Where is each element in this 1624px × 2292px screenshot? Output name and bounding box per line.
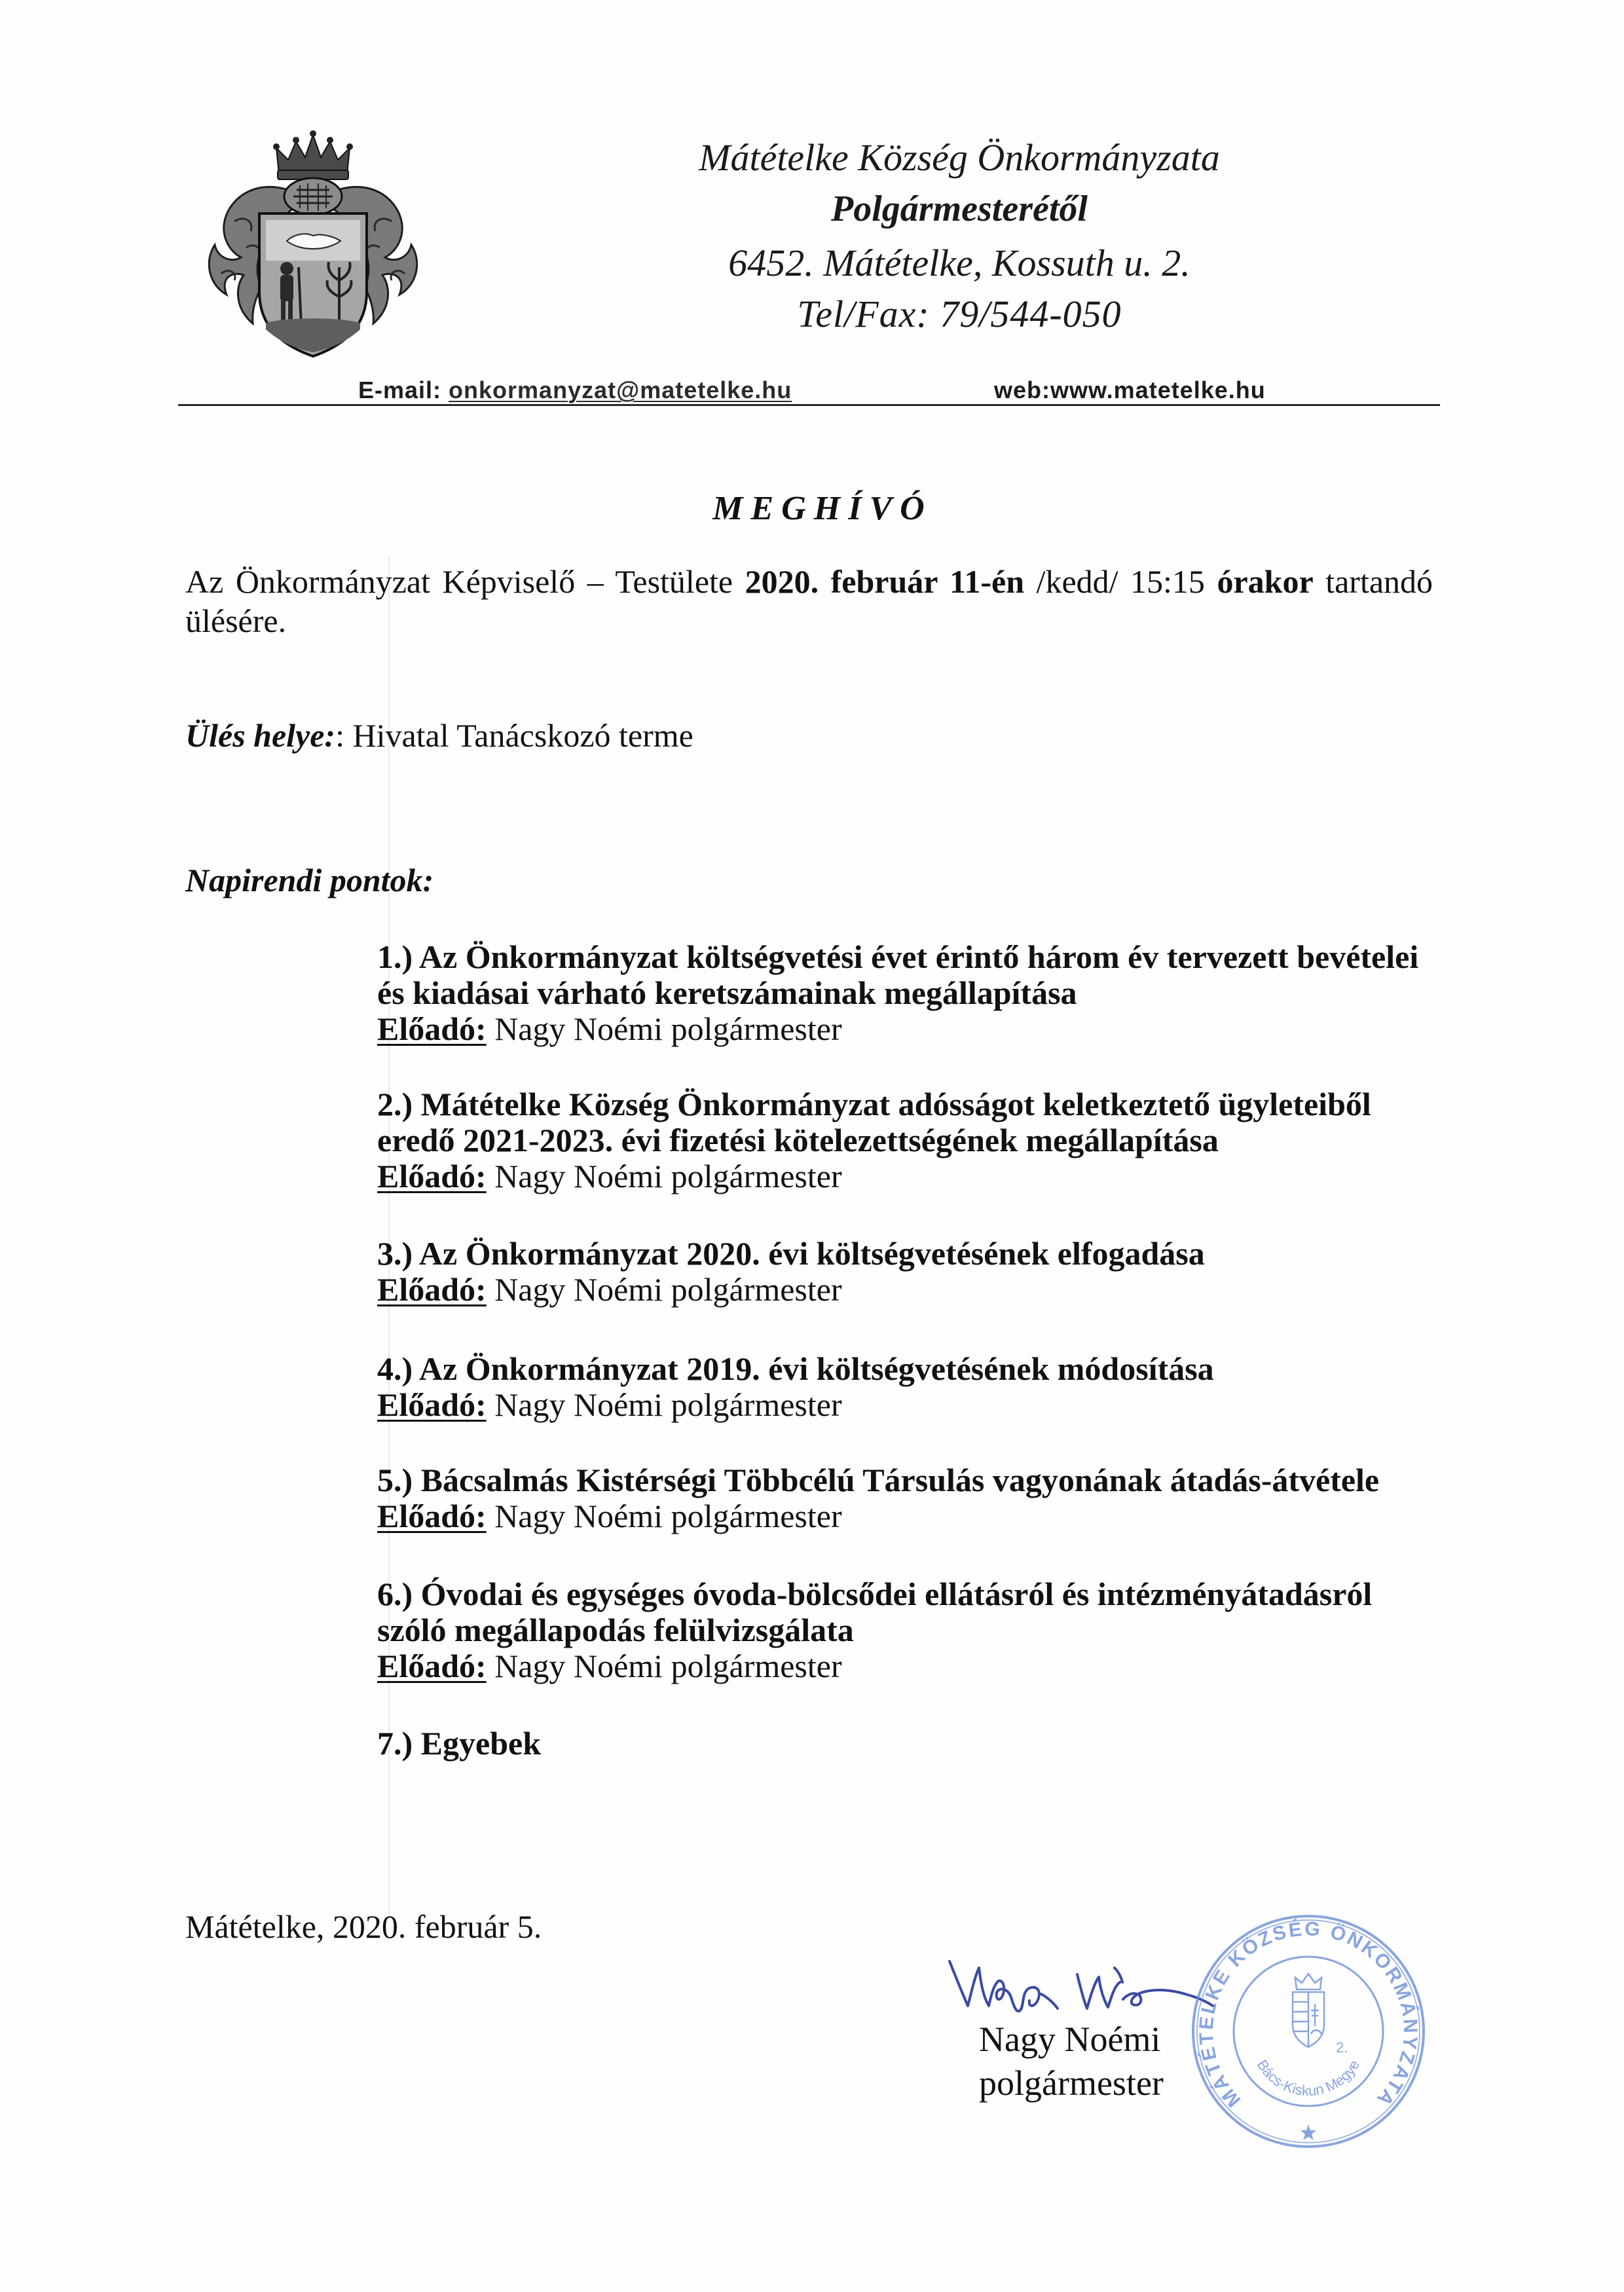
signatory-name: Nagy Noémi <box>979 2020 1161 2059</box>
presenter-name: Nagy Noémi polgármester <box>494 1271 842 1308</box>
agenda-item-title-line: és kiadásai várható keretszámainak megállapítása <box>377 974 1077 1011</box>
agenda-heading: Napirendi pontok: <box>185 862 434 898</box>
postal-address: 6452. Mátételke, Kossuth u. 2. <box>728 242 1190 284</box>
agenda-item-3 <box>377 1236 1205 1308</box>
agenda-item-presenter <box>377 1158 1371 1194</box>
stamp-outer-text: MÁTÉTELKE KÖZSÉG ÖNKORMÁNYZATA <box>1195 1918 1422 2111</box>
invitation-line <box>185 562 1433 601</box>
agenda-item-title-line: 5.) Bácsalmás Kistérségi Többcélú Társulás vagyonának átadás-átvétele <box>377 1462 1380 1498</box>
stamp-inner-text: Bács-Kiskun Megye <box>1253 2057 1363 2099</box>
agenda-item-title-line: 3.) Az Önkormányzat 2020. évi költségvetésének elfogadása <box>377 1235 1205 1272</box>
stamp-star-icon <box>1301 2124 1316 2140</box>
invitation-text: tartandó <box>1325 563 1433 600</box>
agenda-item-presenter <box>377 1011 1418 1047</box>
presenter-label: Előadó: <box>377 1498 487 1534</box>
invitation-text: Az Önkormányzat Képviselő – Testülete <box>185 563 733 600</box>
agenda-item-presenter <box>377 1648 1372 1684</box>
agenda-item-title-line: 7.) Egyebek <box>377 1725 541 1762</box>
office-name: Polgármesterétől <box>831 189 1088 229</box>
agenda-item-6 <box>377 1576 1372 1684</box>
stamp-crest-icon <box>1293 1974 1324 2047</box>
email-address: onkormanyzat@matetelke.hu <box>449 377 792 403</box>
agenda-item-5 <box>377 1462 1379 1534</box>
signatory-block <box>979 2018 1164 2105</box>
venue-label: Ülés helye: <box>185 717 336 754</box>
agenda-item-title-line: 2.) Mátételke Község Önkormányzat adósságot keletkeztető ügyleteiből <box>377 1086 1371 1122</box>
agenda-item-title-line: 1.) Az Önkormányzat költségvetési évet érintő három év tervezett bevételei <box>377 938 1419 975</box>
stamp-number: 2. <box>1336 2039 1348 2056</box>
document-title: MEGHÍVÓ <box>712 490 932 527</box>
agenda-item-title-line: eredő 2021-2023. évi fizetési kötelezettségének megállapítása <box>377 1122 1219 1158</box>
place-and-date: Mátételke, 2020. február 5. <box>185 1908 542 1945</box>
handwritten-signature <box>943 1948 1218 2020</box>
presenter-label: Előadó: <box>377 1648 487 1684</box>
agenda-item-4 <box>377 1351 1214 1423</box>
invitation-line: ülésére. <box>185 602 287 639</box>
presenter-name: Nagy Noémi polgármester <box>494 1648 842 1684</box>
presenter-name: Nagy Noémi polgármester <box>494 1498 842 1534</box>
meeting-venue <box>185 716 693 755</box>
agenda-item-7 <box>377 1726 541 1762</box>
coat-of-arms-logo <box>189 123 437 359</box>
presenter-name: Nagy Noémi polgármester <box>494 1158 842 1194</box>
agenda-item-presenter <box>377 1387 1214 1423</box>
invitation-paragraph <box>185 562 1433 640</box>
organization-name: Mátételke Község Önkormányzata <box>699 136 1220 179</box>
meeting-date: 2020. február 11-én <box>745 563 1025 600</box>
phone-fax: Tel/Fax: 79/544-050 <box>797 293 1122 335</box>
signatory-title: polgármester <box>979 2063 1164 2103</box>
presenter-label: Előadó: <box>377 1158 487 1194</box>
presenter-label: Előadó: <box>377 1010 487 1047</box>
agenda-item-presenter <box>377 1498 1379 1534</box>
official-stamp <box>1184 1907 1433 2156</box>
presenter-name: Nagy Noémi polgármester <box>494 1010 842 1047</box>
presenter-label: Előadó: <box>377 1386 487 1423</box>
agenda-item-title-line: 4.) Az Önkormányzat 2019. évi költségvetésének módosítása <box>377 1350 1214 1387</box>
agenda-item-presenter <box>377 1272 1205 1308</box>
invitation-text: /kedd/ 15:15 <box>1036 563 1205 600</box>
agenda-item-2 <box>377 1086 1371 1194</box>
presenter-label: Előadó: <box>377 1271 487 1308</box>
website: web:www.matetelke.hu <box>994 377 1266 403</box>
agenda-item-title-line: 6.) Óvodai és egységes óvoda-bölcsődei ellátásról és intézményátadásról <box>377 1576 1373 1612</box>
meeting-time-word: órakor <box>1217 563 1314 600</box>
agenda-item-1 <box>377 939 1418 1047</box>
venue-value: : Hivatal Tanácskozó terme <box>335 717 693 754</box>
email-row <box>358 377 792 404</box>
presenter-name: Nagy Noémi polgármester <box>494 1386 842 1423</box>
agenda-item-title-line: szóló megállapodás felülvizsgálata <box>377 1612 854 1648</box>
letterhead-divider <box>178 404 1440 406</box>
email-label: E-mail: <box>358 377 442 403</box>
